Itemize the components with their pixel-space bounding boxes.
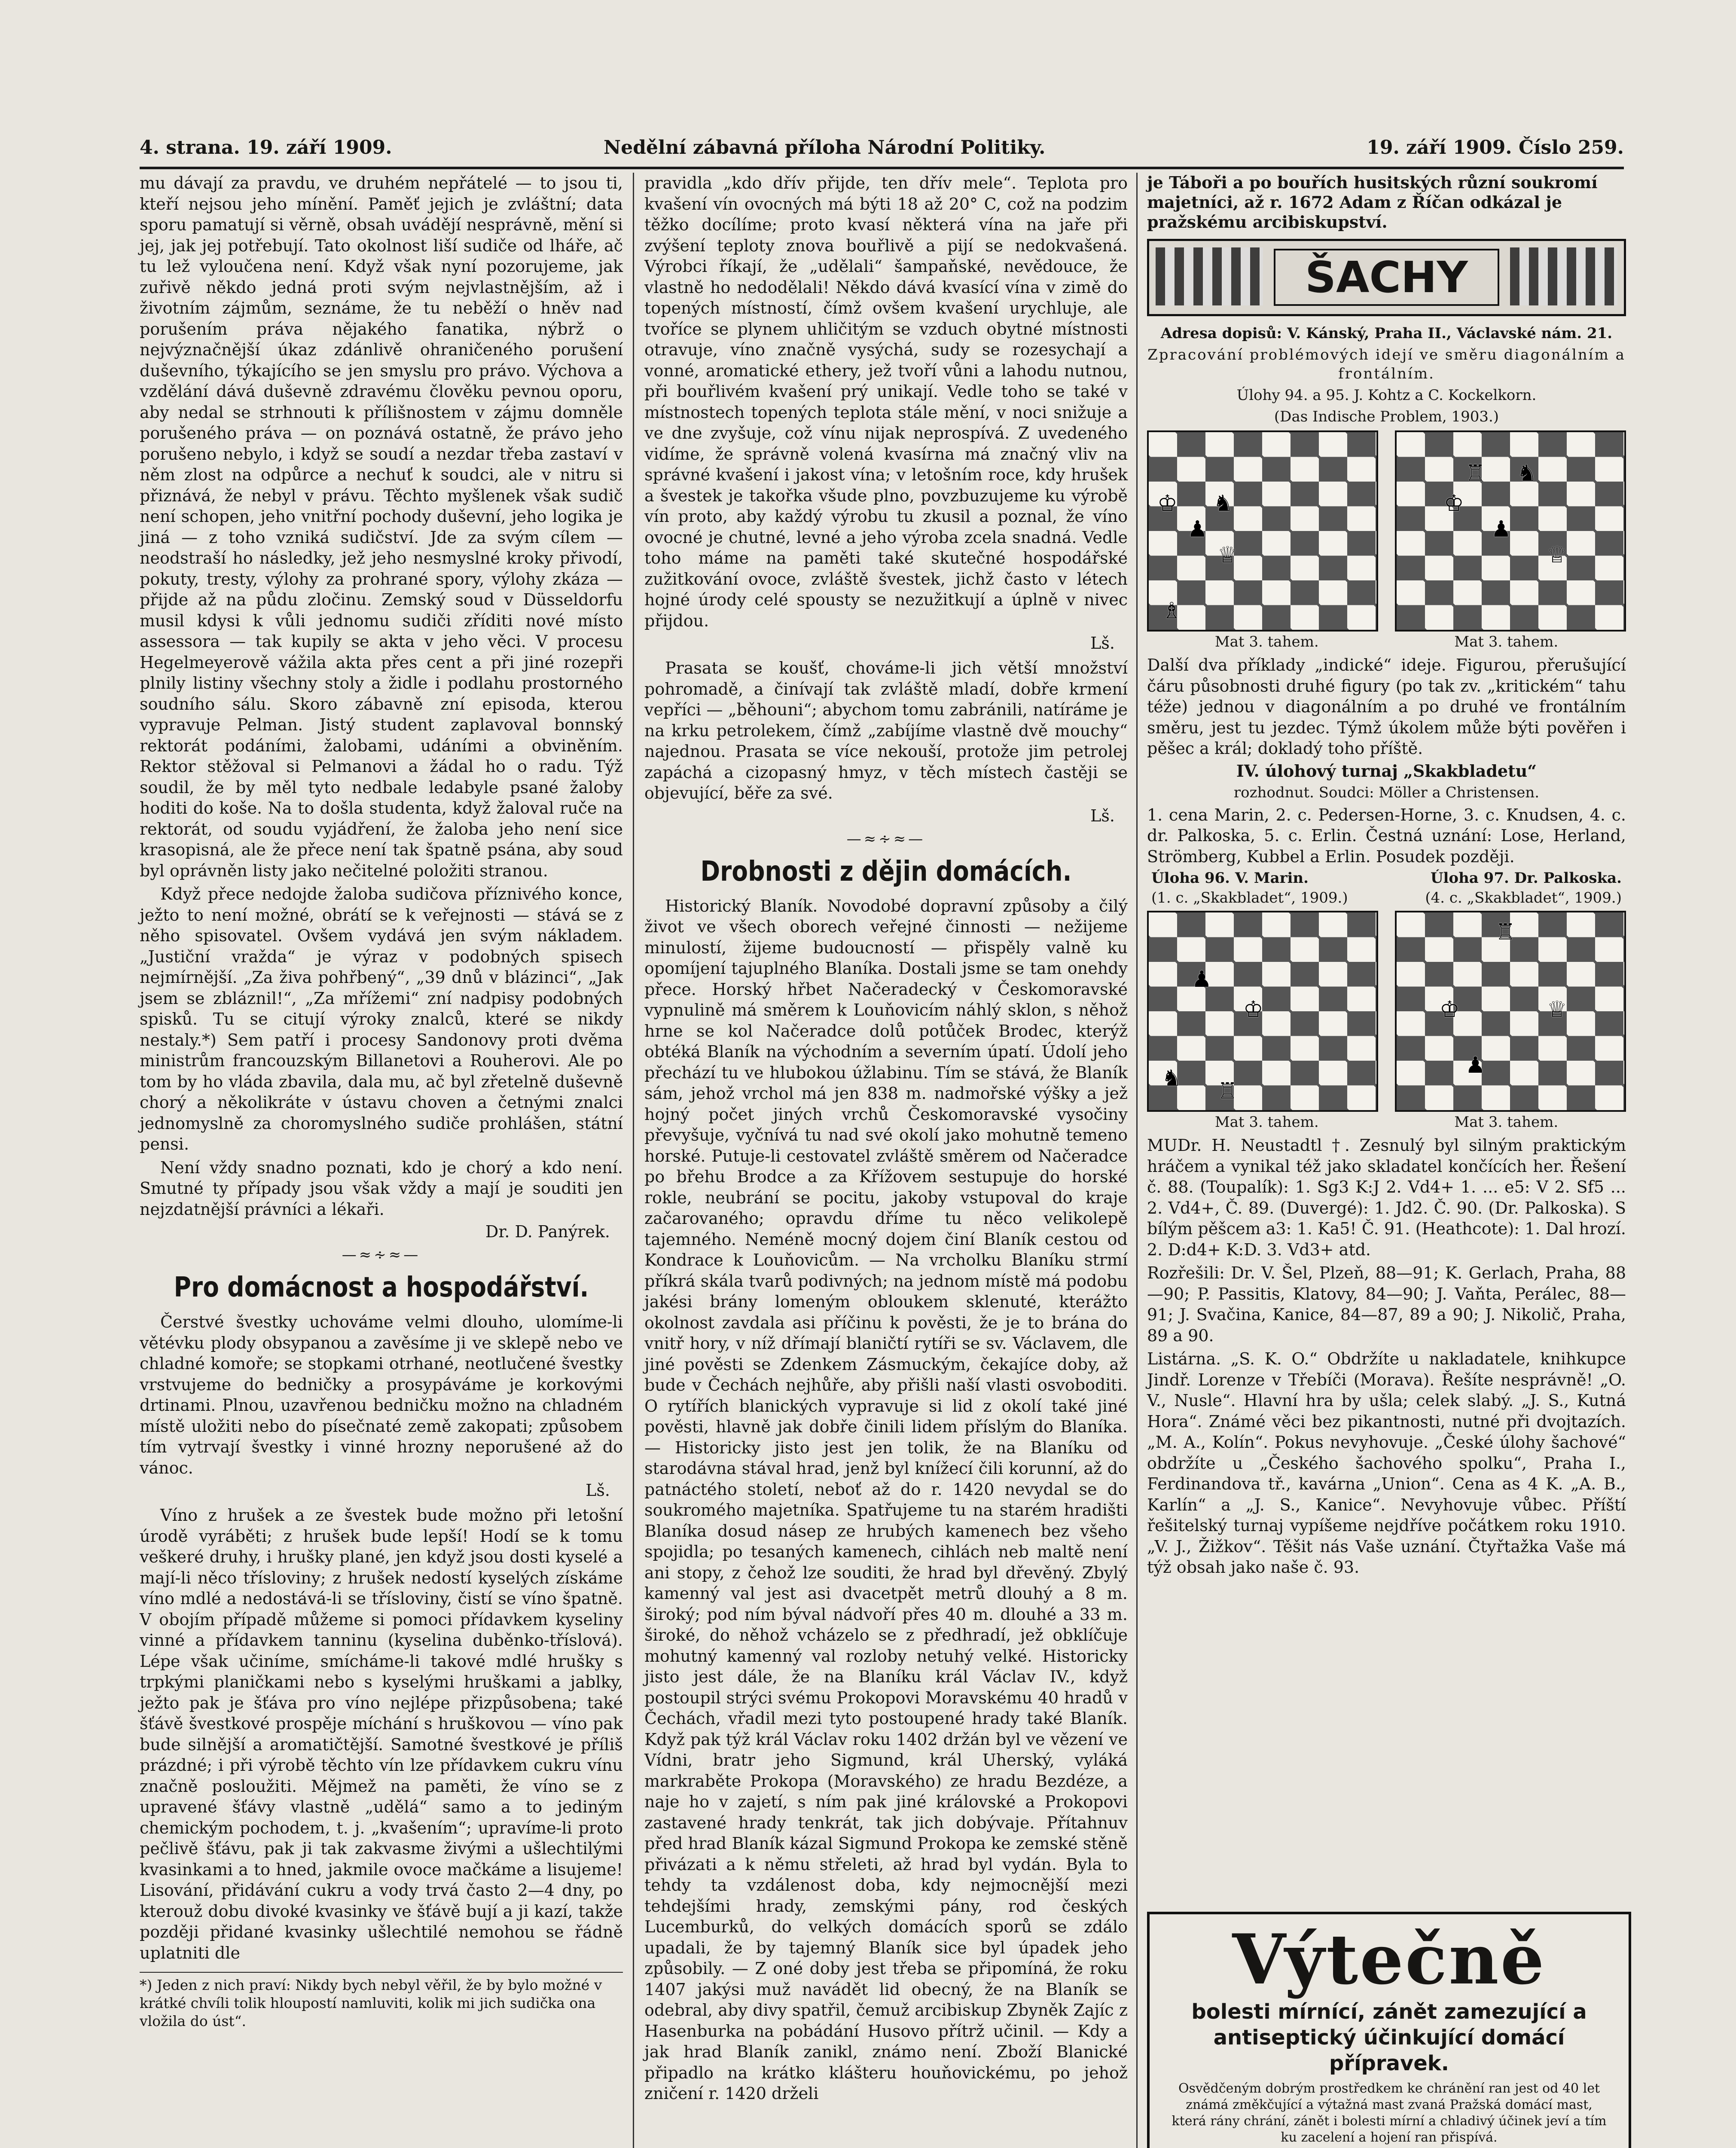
signature: Lš. xyxy=(1090,634,1115,653)
mate-label: Mat 3. tahem. xyxy=(1214,633,1319,650)
chess-subtitle: Zpracování problémových idejí ve směru diagonálním a frontálním. xyxy=(1147,346,1626,382)
paragraph: 1. cena Marin, 2. c. Pedersen-Horne, 3. c. Knudsen, 4. c. dr. Palkoska, 5. c. Erlin. Čestná uznání: Lose, Herland, Strömberg, Kubbel a Erlin. Posudek později. xyxy=(1147,805,1626,866)
chess-board xyxy=(1395,430,1626,632)
ornament: —≈∻≈— xyxy=(846,830,926,848)
problem-caption: Úloha 97. Dr. Palkoska. xyxy=(1430,870,1622,887)
problem-caption: Úlohy 94. a 95. J. Kohtz a C. Kockelkorn. xyxy=(1236,387,1537,404)
header-right: 19. září 1909. Číslo 259. xyxy=(1367,137,1624,159)
column-1 xyxy=(140,173,623,2148)
problem-source: (4. c. „Skakbladet“, 1909.) xyxy=(1425,889,1622,906)
board-captions xyxy=(1147,633,1626,650)
king-icon: ♔ xyxy=(1440,997,1460,1022)
paragraph: mu dávají za pravdu, ve druhém nepřátelé — to jsou ti, kteří nejsou jeho mínění. Paměť jejich je zvláštní; data sporu pamatují si věrně, obsah uvádějí nesprávně, mění si jej, jak jej potřebují. Tato okolnost liší sudiče od lháře, ač tu lež vyloučena není. Když však nyní pozorujeme, jak zuřivě někdo jedná proti svým nejvlastnějším, až i životním zájmům, seznáme, že tu neběží o hněv nad porušením práva nějakého fanatika, nýbrž o nejvýznačnější úkaz zdánlivě ohraničeného porušení duševního, týkajícího se jen smyslu pro právo. Výchova a vzdělání dává duševně zdravému člověku pevnou oporu, aby nedal se strhnouti k přílišnostem v zájmu domněle porušeného práva — on poznává ostatně, že právo jeho porušeno nebylo, i když se soudí a nezdar třeba zastaví v něm zlost na odpůrce a nechuť k soudci, ale v nitru si přiznává, že nebyl v právu. Těchto myšlenek však sudič není schopen, jeho vnitřní pochody duševní, jeho logika je jiná — z toho vzniká sudičství. Jde za svým cílem — neodstraší ho následky, jež jeho nesmyslné kroky přivodí, pokuty, tresty, výlohy za prohrané spory, výlohy zkáza — přijde až na půdu zločinu. Zemský soud v Düsseldorfu musil kdysi k vůli jednomu sudiči zříditi nové místo assessora — tak kupily se akta v jeho věci. V procesu Hegelmeyerově vážila akta přes cent a při jiné rozepři plnily listiny všechny stoly a židle i podlahu prostorného soudního sálu. Skoro zábavně zní episoda, kterou vypravuje Pelman. Jistý student zaplavoval bonnský rektorát podáními, žalobami, udáními a obviněním. Rektor stěžoval si Pelmanovi a žádal ho o radu. Týž soudil, že by měl tyto nedbale ledabyle psané žaloby hoditi do koše. Na to došla studenta, když žaloval ruče na rektorát, od soudu vyjádření, že žaloba jeho není sice krasopisná, ale že přece není tak špatně psána, aby soud byl oprávněn listy jako nečitelné položiti stranou. xyxy=(140,174,623,880)
ad-subtitle: bolesti mírnící, zánět zamezující a antiseptický účinkující domácí přípravek. xyxy=(1191,2000,1587,2075)
paragraph: je Táboři a po bouřích husitských různí soukromí majetníci, až r. 1672 Adam z Říčan odkázal je pražskému arcibiskupství. xyxy=(1147,173,1598,232)
chess-figures-illustration xyxy=(1510,247,1617,305)
rook-icon: ♖ xyxy=(1465,461,1486,486)
problem-captions xyxy=(1151,870,1622,887)
pawn-icon: ♟ xyxy=(1465,1053,1486,1078)
problem-source: (Das Indische Problem, 1903.) xyxy=(1274,408,1499,425)
header-rule xyxy=(140,167,1624,169)
paragraph: Víno z hrušek a ze švestek bude možno při letošní úrodě vyráběti; z hrušek bude lepší! Hodí se k tomu veškeré druhy, i hrušky plané, jen když jsou dosti kyselé a mají-li něco třísloviny; z hrušek nedostí kyselých získáme víno mdlé a nedostává-li se třísloviny, čistí se víno špatně. V obojím případě můžeme si pomoci přídavkem kyseliny vinné a přídavkem tanninu (kyselina duběnko-tříslová). Lépe však učiníme, smícháme-li takové mdlé hrušky s trpkými planičkami nebo s kyselými hruškami a jablky, ježto pak je šťáva pro víno nejlépe přizpůsobena; také šťávě švestkové prospěje míchání s hruškovou — víno pak bude silnější a aromatičtější. Samotné švestkové je příliš prázdné; i při výrobě těchto vín lze přídavkem cukru vínu značně posloužiti. Mějmež na paměti, že víno se z upravené šťávy vlastně „udělá“ samo a to jediným chemickým pochodem, t. j. „kvašením“; upravíme-li proto pečlivě šťávu, pak ji tak zakvasme živými a ušlechtilými kvasinkami a to hned, jakmile ovoce mačkáme a lisujeme! Lisování, přidávání cukru a vody trvá často 2—4 dny, po kterouž dobu divoké kvasinky ve šťávě bují a ji kazí, takže později přidané kvasinky ušlechtilé nemohou se řádně uplatniti dle xyxy=(140,1506,623,1962)
chess-board xyxy=(1147,911,1378,1112)
knight-icon: ♞ xyxy=(1517,461,1537,486)
mate-label: Mat 3. tahem. xyxy=(1214,1114,1319,1131)
footnote: *) Jeden z nich praví: Nikdy bych nebyl věřil, že by bylo možné v krátké chvíli tolik hloupostí namluviti, kolik mi jich sudička ona vložila do úst“. xyxy=(140,1972,623,2030)
chess-title: ŠACHY xyxy=(1274,249,1499,306)
section-heading: Drobnosti z dějin domácích. xyxy=(700,855,1072,888)
pawn-icon: ♟ xyxy=(1192,967,1212,992)
advertisement xyxy=(1147,1912,1631,2148)
header-center: Nedělní zábavná příloha Národní Politiky. xyxy=(604,137,1046,159)
paragraph: Rozřešili: Dr. V. Šel, Plzeň, 88—91; K. Gerlach, Praha, 88—90; P. Passitis, Klatovy, 84—90; J. Vaňta, Perálec, 88—91; J. Svačina, Kanice, 84—87, 89 a 90; J. Nikolič, Praha, 89 a 90. xyxy=(1147,1263,1626,1345)
problem-sources xyxy=(1151,889,1622,906)
mate-label: Mat 3. tahem. xyxy=(1454,1114,1559,1131)
knight-icon: ♞ xyxy=(1213,491,1233,516)
paragraph: Čerstvé švestky uchováme velmi dlouho, ulomíme-li větévku plody obsypanou a zavěsíme ji ve sklepě nebo ve chladné komoře; se stopkami otrhané, neotlučené švestky vrstvujeme do bedničky a prosypáváme je korkovými drtinami. Plnou, uzavřenou bedničku možno na chladném místě uložiti nebo do písečnaté země zakopati; způsobem tím vytrvají švestky i vinné hrozny neporušené až do vánoc. xyxy=(140,1312,623,1477)
column-2 xyxy=(644,173,1128,2103)
queen-icon: ♕ xyxy=(1547,997,1567,1022)
paragraph: Prasata se koušť, chováme-li jich větší množství pohromadě, a činívají tak zvláště mladí, dobře krmení vepříci — „běhouni“; abychom tomu zabránili, natíráme je na krku petrolekem, čímž „zabíjíme vlastně dvě mouchy“ najednou. Prasata se více nekouší, protože jim petrolej zapáchá a cizopasný hmyz, v těch místech častěji se objevující, běře za své. xyxy=(644,659,1128,802)
chess-banner xyxy=(1147,239,1626,316)
paragraph: Není vždy snadno poznati, kdo je chorý a kdo není. Smutné ty případy jsou však vždy a mají je souditi jen nejzdatnější právníci a lékaři. xyxy=(140,1158,623,1219)
chess-address: Adresa dopisů: V. Kánský, Praha II., Václavské nám. 21. xyxy=(1160,325,1613,342)
signature: Lš. xyxy=(586,1481,610,1500)
chess-figures-illustration xyxy=(1156,247,1263,305)
column-3 xyxy=(1147,173,1626,2106)
paragraph: MUDr. H. Neustadtl †. Zesnulý byl silným praktickým hráčem a vynikal též jako skladatel končících her. Řešení č. 88. (Toupalík): 1. Sg3 K:J 2. Vd4+ 1. ... e5: V 2. Sf5 ... 2. Vd4+, Č. 89. (Duvergé): 1. Jd2. Č. 90. (Dr. Palkoska). S bílým pěšcem a3: 1. Ka5! Č. 91. (Heathcote): 1. Dal hrozí. 2. D:d4+ K:D. 3. Vd3+ atd. xyxy=(1147,1136,1626,1259)
mate-label: Mat 3. tahem. xyxy=(1454,633,1559,650)
paragraph: Historický Blaník. Novodobé dopravní způsoby a čilý život ve všech oborech veřejné činnosti — nežijeme minulostí, žijeme budoucností — přispěly valně ku opomíjení tajuplného Blaníka. Dostali jsme se tam onehdy přece. Horský hřbet Načeradecký v Českomoravské vypnulině má směrem k Louňovicím náhlý sklon, s něhož hrne se kol Načeradce dolů potůček Brodec, kterýž obtéká Blaník na východním a severním úpatí. Údolí jeho přechází tu ve hlubokou úžlabinu. Tím se stává, že Blaník sám, jehož vrchol má jen 838 m. nadmořské výšky a jež hojný počet jiných vrchů Českomoravské vysočiny převyšuje, vyčnívá tu nad své okolí jako mohutně temeno horské. Putuje-li cestovatel zvláště směrem od Načeradce po břehu Brodce a za Křížovem sestupuje do horské rokle, neubrání se pocitu, jakoby vstupoval do kraje začarovaného; opravdu dříme tu něco velikolepě tajemného. Neméně mocný dojem činí Blaník cestou od Kondrace k Louňovicům. — Na vrcholku Blaníku strmí příkrá skála tvarů podivných; na jednom místě má podobu jakési brány lomeným obloukem sklenuté, kterážto okolnost zavdala asi příčinu k pověsti, že je to brána do vnitř hory, v níž dřímají blaničtí rytíři se sv. Václavem, dle jiné pověsti se Zdenkem Zásmuckým, čekajíce doby, až bude v Čechách nejhůře, aby přišli naší vlasti osvoboditi. O rytířích blanických vypravuje si lid z okolí také jiné pověsti, hlavně jak dobře činili lidem příslým do Blaníka. — Historicky jisto jest jen tolik, že na Blaníku od starodávna stával hrad, jenž byl knížecí čili korunní, až do patnáctého století, neboť až do r. 1420 nevydal se do soukromého majetníka. Spatřujeme tu na starém hradišti Blaníka dosud násep ze hrubých kamenech bez všeho spojidla; po tesaných kamenech, cihlách neb maltě není ani stopy, z čehož lze souditi, že hrad byl dřevěný. Zbylý kamenný val jest asi dvacetpět metrů dlouhý a 8 m. široký; pod ním býval nádvoří přes 40 m. dlouhé a 33 m. široké, do něhož vcházelo se z předhradí, jež obklíčuje mohutný kamenný val rozloby netuhý velké. Historicky jisto jest dále, že na Blaníku král Václav IV., když postoupil strýci svému Prokopovi Moravskému 40 hradů v Čechách, vřadil mezi tyto postoupené hrady také Blaník. Když pak týž král Václav roku 1402 držán byl ve vězení ve Vídni, bratr jeho Sigmund, král Uherský, vyláká markraběte Prokopa (Moravského) ze hradu Bezdéze, a naje ho v zajetí, s ním pak jiné královské a Prokopovi zastavené hrady tenkrát, tak jich dobývaje. Přítahnuv před hrad Blaník kázal Sigmund Prokopa ke zemské stěně přivázati a k němu střeleti, až hrad byl vydán. Byla to tehdy ta vzdálenost doba, kdy nejmocnější mezi tehdejšími hrady, zemskými pány, rod českých Lucemburků, do velkých domácích sporů se zdálo upadali, že by tajemný Blaník sice byl úpadek jeho způsobily. — Z oné doby jest třeba se připomíná, že roku 1407 jakýsi muž navádět lid obecný, že na Blaník se odebral, aby divy spatřil, čemuž arcibiskup Zbyněk Zajíc z Hasenburka na pobádání Husovo přítrž učinil. — Kdy a jak hrad Blaník zanikl, známo není. Zboží Blanické připadlo na krátko klášteru houňovickému, po jehož zničení r. 1420 drželi xyxy=(644,896,1128,2103)
rook-icon: ♖ xyxy=(1495,919,1516,945)
queen-icon: ♕ xyxy=(1547,542,1567,568)
paragraph: Listárna. „S. K. O.“ Obdržíte u nakladatele, knihkupce Jindř. Lorenze v Třebíči (Morava). Řešíte nesprávně! „O. V., Nusle“. Hlavní hra by ušla; celek slabý. „J. S., Kutná Hora“. Známé věci bez pikantnosti, nutné při dvojtazích. „M. A., Kolín“. Pokus nevyhovuje. „České úlohy šachové“ obdržíte u „Českého šachového spolku“, Praha I., Ferdinandova tř., kavárna „Union“. Cena as 4 K. „A. B., Karlín“ a „J. S., Kanice“. Nevyhovuje vůbec. Příští řešitelský turnaj vypíšeme nejdříve počátkem roku 1910. „V. J., Žižkov“. Těšit nás Vaše uznání. Čtyřtažka Vaše má týž obsah jako naše č. 93. xyxy=(1147,1349,1626,1577)
king-icon: ♔ xyxy=(1444,491,1464,516)
page-header xyxy=(140,137,1624,165)
chess-diagrams xyxy=(1147,430,1626,632)
problem-caption: Úloha 96. V. Marin. xyxy=(1151,870,1309,887)
signature: Lš. xyxy=(1090,806,1115,825)
column-rule xyxy=(633,173,634,2148)
ad-title: Výtečně xyxy=(1232,1919,1546,2000)
column-rule xyxy=(1136,173,1138,2148)
pawn-icon: ♟ xyxy=(1491,516,1511,542)
pawn-icon: ♟ xyxy=(1187,516,1208,542)
signature: Dr. D. Panýrek. xyxy=(485,1222,610,1241)
rook-icon: ♖ xyxy=(1217,1078,1238,1104)
chess-board xyxy=(1395,911,1626,1112)
king-icon: ♔ xyxy=(1157,491,1178,516)
paragraph: Další dva příklady „indické“ ideje. Figurou, přerušující čáru působnosti druhé figury (po tak zv. „kritickém“ tahu téže) jednou v diagonálním a po druhé ve frontálním směru, jest tu jezdec. Týmž úkolem může býti pověřen i pěšec a král; dokladý toho příště. xyxy=(1147,656,1626,758)
tourney-heading: IV. úlohový turnaj „Skakbladetu“ xyxy=(1236,761,1537,781)
section-heading: Pro domácnost a hospodářství. xyxy=(174,1272,589,1303)
ornament: —≈∻≈— xyxy=(342,1246,421,1263)
knight-icon: ♞ xyxy=(1162,1065,1182,1091)
header-left: 4. strana. 19. září 1909. xyxy=(140,137,392,159)
tourney-judges: rozhodnut. Soudci: Möller a Christensen. xyxy=(1233,784,1540,801)
ad-body: Osvědčeným dobrým prostředkem ke chránění ran jest od 40 let známá změkčující a výtažná mast zvaná Pražská domácí mast, která rány chrání, zánět i bolesti mírní a chladivý účinek jeví a tím ku zacelení a hojení ran přispívá. xyxy=(1172,2081,1607,2145)
paragraph: pravidla „kdo dřív přijde, ten dřív mele“. Teplota pro kvašení vín ovocných má býti 18 až 20° C, což na podzim těžko docílíme; proto kvasí některá vína na jaře při zvýšení teploty znova bouřlivě a pijí se nedokvašená. Výrobci říkají, že „udělali“ šampaňské, nevědouce, že vlastně ho nedodělali! Někdo dává kvasící vína v zimě do topených místností, čímž ovšem kvašení urychluje, ale tvoříce se plynem uhličitým se vzduch obytné místnosti otravuje, víno značně vysýchá, sudy se rozesychají a vonné, aromatické ethery, jež tvoří vůni a lahodu nutnou, při bouřlivém kvašení prý unikají. Vedle toho se také v místnostech topených teplota stále mění, v noci snižuje a ve dne zvyšuje, což vínu nijak neprospívá. Z uvedeného vidíme, že správně volená kvasírna má značný vliv na správné kvašení i jakost vína; v letošním roce, kdy hrušek a švestek je takořka všude plno, povzbuzujeme ku výrobě vín proto, aby každý výrobu tu zkusil a poznal, že víno ovocné je chutné, levné a jeho výroba zcela snadná. Vedle toho máme na paměti také skutečné hospodářské zužitkování ovoce, zvláště švestek, jichž často v létech hojné úrody celé spousty se nezužitkují a úplně v nivec přijdou. xyxy=(644,174,1128,630)
chess-diagrams xyxy=(1147,911,1626,1112)
bishop-icon: ♗ xyxy=(1162,598,1182,624)
board-captions xyxy=(1147,1114,1626,1131)
queen-icon: ♕ xyxy=(1217,542,1238,568)
paragraph: Když přece nedojde žaloba sudičova příznivého konce, ježto to není možné, obrátí se k veřejnosti — stává se z něho spisovatel. Ovšem vydává jen svým nákladem. „Justiční vražda“ je výraz v podobných spisech nejmírnější. „Za živa pohřbený“, „39 dnů v blázinci“, „Jak jsem se zbláznil!“, „Za mřížemi“ zní nadpisy podobných spisků. Tu se citují výroky znalců, které se nikdy nestaly.*) Sem patří i procesy Sandonovy proti dvěma ministrům francouzským Billanetovi a Rouherovi. Ale po tom by ho vláda zbavila, dala mu, ač byl zřetelně duševně chorý a několikráte v ústavu choven a četnými znalci jednomyslně za choromyslného sudiče prohlášen, státní pensi. xyxy=(140,885,623,1153)
problem-source: (1. c. „Skakbladet“, 1909.) xyxy=(1151,889,1348,906)
king-icon: ♔ xyxy=(1243,997,1263,1022)
chess-board xyxy=(1147,430,1378,632)
